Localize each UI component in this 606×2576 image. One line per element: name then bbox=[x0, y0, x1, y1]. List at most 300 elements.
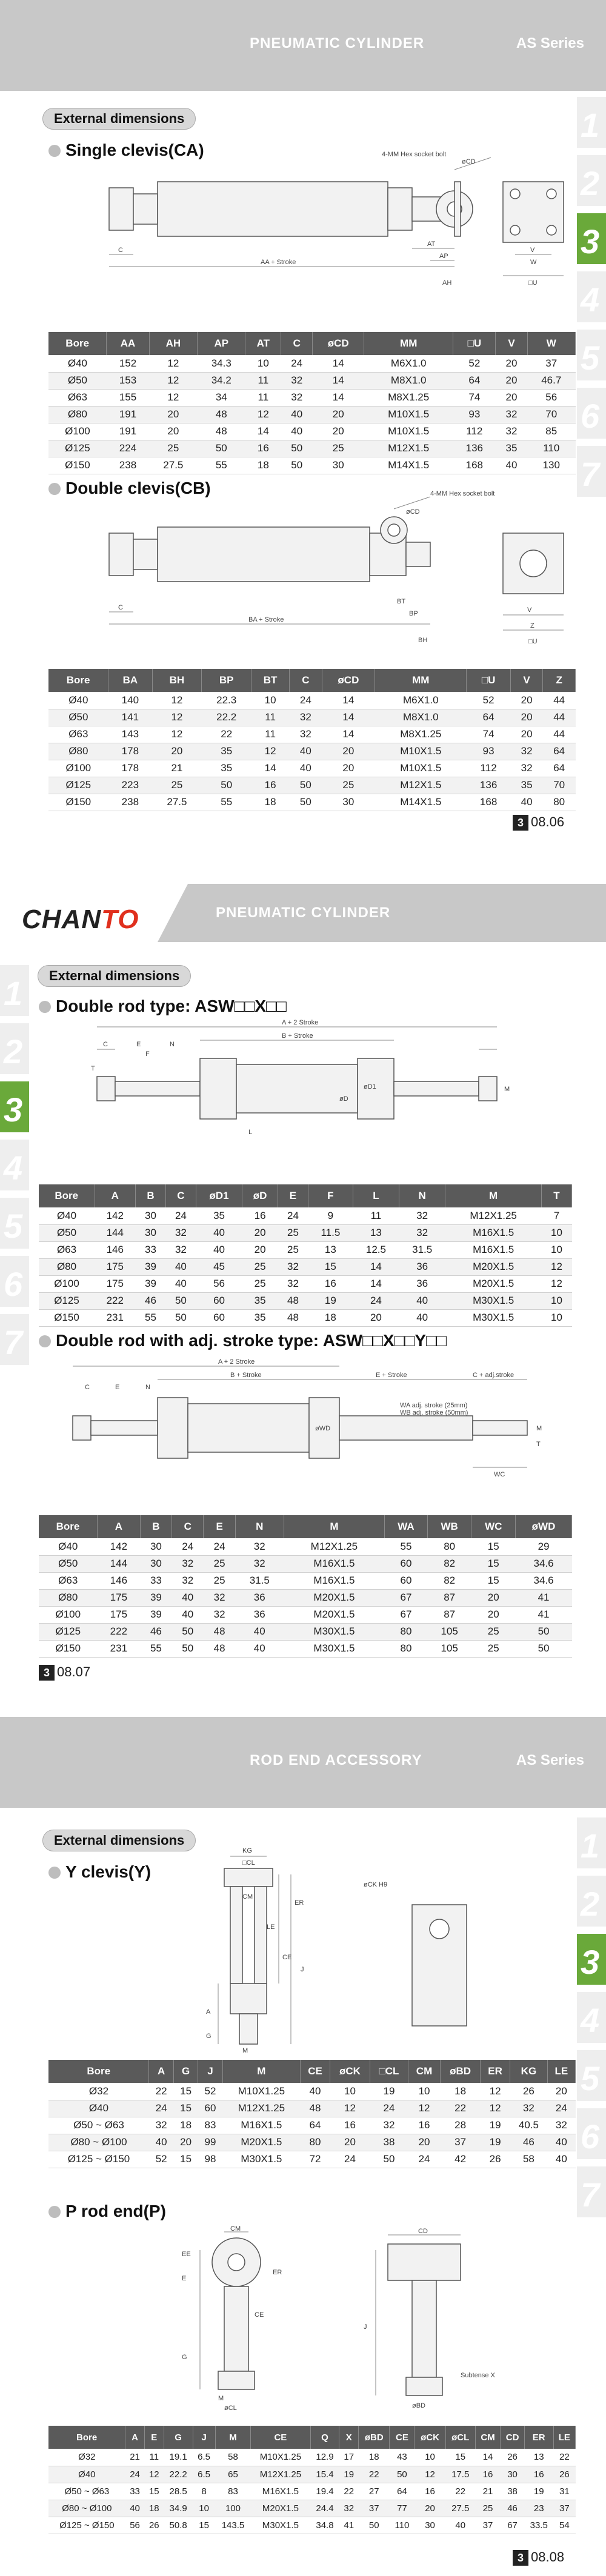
chapter-tab-number: 7 bbox=[4, 1323, 23, 1361]
chapter-tab-number: 2 bbox=[4, 1032, 23, 1071]
callout: □CL bbox=[242, 1859, 255, 1867]
single-clevis-table bbox=[48, 332, 576, 474]
value-cell: 153 bbox=[107, 372, 149, 389]
value-cell: 55 bbox=[385, 1538, 428, 1555]
callout: CE bbox=[282, 1954, 292, 1961]
value-cell: 143.5 bbox=[215, 2517, 251, 2534]
value-cell: 36 bbox=[235, 1589, 284, 1606]
value-cell: 25 bbox=[313, 440, 364, 457]
callout: C bbox=[118, 604, 123, 611]
bore-cell: Ø80 ~ Ø100 bbox=[48, 2500, 125, 2517]
value-cell: 11 bbox=[144, 2449, 164, 2466]
column-header: WC bbox=[471, 1515, 516, 1538]
callout: CM bbox=[242, 1893, 253, 1900]
value-cell: 18 bbox=[441, 2083, 481, 2100]
value-cell: 20 bbox=[408, 2134, 440, 2151]
value-cell: 40 bbox=[172, 1606, 204, 1623]
column-header: C bbox=[165, 1184, 196, 1207]
value-cell: 26 bbox=[553, 2466, 575, 2483]
table-row bbox=[48, 2517, 576, 2534]
value-cell: 40 bbox=[510, 794, 543, 811]
value-cell: 50 bbox=[165, 1309, 196, 1326]
value-cell: 64 bbox=[543, 760, 576, 777]
value-cell: 23 bbox=[524, 2500, 553, 2517]
value-cell: 20 bbox=[353, 1309, 399, 1326]
value-cell: 238 bbox=[108, 794, 152, 811]
chapter-tab-3[interactable] bbox=[577, 1934, 606, 1985]
value-cell: 65 bbox=[215, 2466, 251, 2483]
value-cell: 22 bbox=[149, 2083, 173, 2100]
value-cell: 112 bbox=[453, 423, 496, 440]
value-cell: 12 bbox=[149, 389, 197, 406]
column-header: BH bbox=[152, 669, 202, 692]
column-header: CD bbox=[501, 2426, 524, 2449]
callout: øCD bbox=[406, 508, 420, 516]
chapter-tab-6[interactable] bbox=[0, 1256, 29, 1307]
value-cell: 14 bbox=[251, 760, 290, 777]
value-cell: M20X1.5 bbox=[222, 2134, 300, 2151]
value-cell: 39 bbox=[140, 1606, 171, 1623]
value-cell: M20X1.5 bbox=[284, 1589, 384, 1606]
value-cell: 238 bbox=[107, 457, 149, 474]
page-08-06 bbox=[0, 0, 606, 858]
value-cell: 44 bbox=[543, 726, 576, 743]
chapter-tab-2[interactable] bbox=[577, 155, 606, 206]
value-cell: 50 bbox=[281, 457, 313, 474]
column-header: BP bbox=[202, 669, 251, 692]
column-header: CM bbox=[408, 2060, 440, 2083]
table-header-row bbox=[48, 2426, 576, 2449]
value-cell: M8X1.0 bbox=[364, 372, 453, 389]
callout: M bbox=[504, 1086, 510, 1093]
value-cell: 48 bbox=[198, 423, 245, 440]
value-cell: 11 bbox=[353, 1207, 399, 1224]
value-cell: 11 bbox=[251, 709, 290, 726]
page-banner bbox=[0, 1717, 606, 1808]
value-cell: 24 bbox=[125, 2466, 145, 2483]
callout: E bbox=[136, 1041, 141, 1048]
chapter-tab-number: 6 bbox=[4, 1265, 23, 1303]
value-cell: 22.3 bbox=[202, 692, 251, 709]
value-cell: M12X1.25 bbox=[284, 1538, 384, 1555]
value-cell: 12 bbox=[541, 1258, 571, 1275]
value-cell: 18 bbox=[173, 2117, 198, 2134]
value-cell: 34.8 bbox=[310, 2517, 339, 2534]
column-header: M bbox=[222, 2060, 300, 2083]
value-cell: 100 bbox=[215, 2500, 251, 2517]
chapter-tab-6[interactable] bbox=[577, 388, 606, 439]
value-cell: 72 bbox=[301, 2151, 330, 2168]
value-cell: 178 bbox=[108, 743, 152, 760]
value-cell: 36 bbox=[399, 1275, 445, 1292]
value-cell: M12X1.5 bbox=[364, 440, 453, 457]
value-cell: 20 bbox=[471, 1606, 516, 1623]
column-header: A bbox=[97, 1515, 140, 1538]
value-cell: 67 bbox=[385, 1606, 428, 1623]
banner-title: PNEUMATIC CYLINDER bbox=[250, 35, 425, 51]
value-cell: 12.5 bbox=[353, 1241, 399, 1258]
value-cell: 32 bbox=[235, 1538, 284, 1555]
value-cell: 46 bbox=[501, 2500, 524, 2517]
value-cell: M30X1.5 bbox=[284, 1623, 384, 1640]
value-cell: 40 bbox=[149, 2134, 173, 2151]
value-cell: 40 bbox=[235, 1640, 284, 1657]
page-08-07 bbox=[0, 858, 606, 1717]
callout: F bbox=[145, 1051, 150, 1058]
value-cell: 20 bbox=[242, 1224, 278, 1241]
bore-cell: Ø80 bbox=[39, 1258, 95, 1275]
value-cell: 14 bbox=[475, 2449, 501, 2466]
callout: AP bbox=[439, 253, 448, 260]
value-cell: 12 bbox=[149, 355, 197, 372]
column-header: X bbox=[339, 2426, 359, 2449]
value-cell: 37 bbox=[553, 2500, 575, 2517]
column-header: BA bbox=[108, 669, 152, 692]
chapter-tab-2[interactable] bbox=[577, 1876, 606, 1927]
page-number: 3 08.06 bbox=[513, 814, 564, 831]
column-header: LE bbox=[553, 2426, 575, 2449]
value-cell: 25 bbox=[322, 777, 375, 794]
value-cell: 231 bbox=[95, 1309, 135, 1326]
callout: BH bbox=[418, 637, 428, 644]
value-cell: 34.6 bbox=[516, 1572, 572, 1589]
value-cell: 55 bbox=[140, 1640, 171, 1657]
value-cell: 24 bbox=[353, 1292, 399, 1309]
value-cell: 82 bbox=[427, 1555, 471, 1572]
table-row bbox=[48, 777, 576, 794]
chapter-tab-3[interactable] bbox=[0, 1081, 29, 1132]
chapter-tab-6[interactable] bbox=[577, 2108, 606, 2159]
chapter-tab-5[interactable] bbox=[0, 1198, 29, 1249]
value-cell: 10 bbox=[541, 1241, 571, 1258]
value-cell: 40 bbox=[125, 2500, 145, 2517]
chapter-tab-3[interactable] bbox=[577, 213, 606, 264]
value-cell: 24 bbox=[281, 355, 313, 372]
value-cell: 168 bbox=[453, 457, 496, 474]
value-cell: 41 bbox=[516, 1589, 572, 1606]
table-row bbox=[39, 1224, 572, 1241]
bore-cell: Ø80 bbox=[48, 743, 108, 760]
value-cell: M16X1.5 bbox=[445, 1241, 542, 1258]
value-cell: 16 bbox=[245, 440, 281, 457]
value-cell: 32 bbox=[510, 2100, 548, 2117]
page-banner bbox=[0, 0, 606, 91]
callout: L bbox=[248, 1129, 253, 1136]
value-cell: 20 bbox=[496, 372, 527, 389]
value-cell: 20 bbox=[415, 2500, 445, 2517]
value-cell: 74 bbox=[467, 726, 510, 743]
value-cell: 16 bbox=[330, 2117, 370, 2134]
value-cell: M12X1.25 bbox=[222, 2100, 300, 2117]
value-cell: 130 bbox=[527, 457, 575, 474]
callout: øD bbox=[339, 1095, 348, 1103]
value-cell: 55 bbox=[198, 457, 245, 474]
chapter-tab-1[interactable] bbox=[577, 1817, 606, 1868]
value-cell: 80 bbox=[301, 2134, 330, 2151]
value-cell: 64 bbox=[390, 2483, 415, 2500]
chapter-tab-7[interactable] bbox=[577, 446, 606, 497]
value-cell: 27.5 bbox=[445, 2500, 475, 2517]
value-cell: 40 bbox=[196, 1241, 242, 1258]
value-cell: 34.6 bbox=[516, 1555, 572, 1572]
page-number: 3 08.07 bbox=[39, 1664, 90, 1681]
value-cell: 58 bbox=[510, 2151, 548, 2168]
callout: J bbox=[301, 1966, 304, 1973]
value-cell: 12 bbox=[481, 2100, 510, 2117]
value-cell: 50 bbox=[516, 1623, 572, 1640]
value-cell: 11 bbox=[251, 726, 290, 743]
value-cell: 40 bbox=[172, 1589, 204, 1606]
value-cell: 11 bbox=[245, 389, 281, 406]
table-row bbox=[48, 457, 576, 474]
value-cell: 20 bbox=[547, 2083, 575, 2100]
value-cell: 17 bbox=[339, 2449, 359, 2466]
value-cell: 21 bbox=[152, 760, 202, 777]
column-header: AT bbox=[245, 332, 281, 355]
value-cell: 15 bbox=[173, 2083, 198, 2100]
bore-cell: Ø50 ~ Ø63 bbox=[48, 2117, 149, 2134]
value-cell: 44 bbox=[543, 692, 576, 709]
value-cell: 20 bbox=[322, 760, 375, 777]
value-cell: 19.4 bbox=[310, 2483, 339, 2500]
value-cell: 46 bbox=[136, 1292, 166, 1309]
value-cell: 32 bbox=[496, 406, 527, 423]
value-cell: 22 bbox=[339, 2483, 359, 2500]
column-header: Bore bbox=[39, 1184, 95, 1207]
callout: A + 2 Stroke bbox=[218, 1358, 255, 1366]
value-cell: 36 bbox=[399, 1258, 445, 1275]
bore-cell: Ø50 bbox=[39, 1224, 95, 1241]
value-cell: 191 bbox=[107, 423, 149, 440]
value-cell: 12 bbox=[481, 2083, 510, 2100]
value-cell: 40 bbox=[235, 1623, 284, 1640]
callout: BA + Stroke bbox=[248, 616, 284, 623]
value-cell: 9 bbox=[308, 1207, 353, 1224]
value-cell: 32 bbox=[278, 1275, 308, 1292]
chapter-tab-7[interactable] bbox=[0, 1314, 29, 1365]
callout: øBD bbox=[412, 2402, 425, 2409]
table-row bbox=[48, 2483, 576, 2500]
value-cell: 18 bbox=[245, 457, 281, 474]
value-cell: 32 bbox=[547, 2117, 575, 2134]
value-cell: 20 bbox=[152, 743, 202, 760]
value-cell: 15 bbox=[173, 2100, 198, 2117]
value-cell: 20 bbox=[313, 423, 364, 440]
value-cell: M6X1.0 bbox=[375, 692, 467, 709]
value-cell: 25 bbox=[204, 1555, 235, 1572]
value-cell: 98 bbox=[198, 2151, 222, 2168]
value-cell: 87 bbox=[427, 1606, 471, 1623]
callout: M bbox=[242, 2047, 248, 2054]
chanto-logo: CHANTO bbox=[22, 905, 139, 934]
chapter-tab-number: 2 bbox=[581, 1885, 600, 1923]
chapter-tab-1[interactable] bbox=[577, 97, 606, 148]
column-header: AA bbox=[107, 332, 149, 355]
value-cell: 50 bbox=[202, 777, 251, 794]
value-cell: 40 bbox=[399, 1292, 445, 1309]
value-cell: 16 bbox=[242, 1207, 278, 1224]
callout: ER bbox=[273, 2269, 282, 2276]
value-cell: 56 bbox=[527, 389, 575, 406]
value-cell: 35 bbox=[496, 440, 527, 457]
value-cell: 21 bbox=[475, 2483, 501, 2500]
callout: BP bbox=[409, 610, 418, 617]
value-cell: 40 bbox=[281, 406, 313, 423]
column-header: A bbox=[149, 2060, 173, 2083]
column-header: MM bbox=[375, 669, 467, 692]
value-cell: 32 bbox=[496, 423, 527, 440]
value-cell: 80 bbox=[385, 1623, 428, 1640]
value-cell: 15 bbox=[471, 1555, 516, 1572]
value-cell: 18 bbox=[308, 1309, 353, 1326]
callout: WB adj. stroke (50mm) bbox=[400, 1409, 468, 1416]
value-cell: M20X1.5 bbox=[251, 2500, 310, 2517]
value-cell: 32 bbox=[290, 726, 322, 743]
value-cell: 80 bbox=[543, 794, 576, 811]
callout: C bbox=[85, 1384, 90, 1391]
value-cell: 48 bbox=[278, 1309, 308, 1326]
column-header: CE bbox=[301, 2060, 330, 2083]
table-row bbox=[39, 1623, 572, 1640]
value-cell: 32 bbox=[510, 743, 543, 760]
value-cell: 26 bbox=[481, 2151, 510, 2168]
column-header: AH bbox=[149, 332, 197, 355]
value-cell: 10 bbox=[245, 355, 281, 372]
chapter-tab-2[interactable] bbox=[0, 1023, 29, 1074]
value-cell: 18 bbox=[359, 2449, 390, 2466]
value-cell: 43 bbox=[390, 2449, 415, 2466]
column-header: Bore bbox=[48, 332, 107, 355]
value-cell: 24 bbox=[330, 2151, 370, 2168]
value-cell: M10X1.25 bbox=[251, 2449, 310, 2466]
chapter-tab-4[interactable] bbox=[0, 1140, 29, 1190]
value-cell: 93 bbox=[467, 743, 510, 760]
value-cell: 33 bbox=[136, 1241, 166, 1258]
value-cell: 7 bbox=[541, 1207, 571, 1224]
table-row bbox=[39, 1572, 572, 1589]
chapter-tab-5[interactable] bbox=[577, 2050, 606, 2101]
table-row bbox=[48, 2100, 576, 2117]
column-header: C bbox=[281, 332, 313, 355]
value-cell: 26 bbox=[501, 2449, 524, 2466]
value-cell: 50 bbox=[290, 777, 322, 794]
section-label: External dimensions bbox=[42, 108, 196, 130]
value-cell: 16 bbox=[408, 2117, 440, 2134]
callout: C bbox=[118, 247, 123, 254]
value-cell: 175 bbox=[95, 1275, 135, 1292]
value-cell: 60 bbox=[196, 1309, 242, 1326]
value-cell: 18 bbox=[251, 794, 290, 811]
table-row bbox=[48, 406, 576, 423]
value-cell: 20 bbox=[510, 692, 543, 709]
value-cell: 82 bbox=[427, 1572, 471, 1589]
chapter-tab-4[interactable] bbox=[577, 271, 606, 322]
table-row bbox=[39, 1555, 572, 1572]
chapter-tab-number: 5 bbox=[581, 2059, 600, 2097]
column-header: N bbox=[235, 1515, 284, 1538]
value-cell: 110 bbox=[527, 440, 575, 457]
column-header: M bbox=[215, 2426, 251, 2449]
column-header: E bbox=[144, 2426, 164, 2449]
column-header: Z bbox=[543, 669, 576, 692]
bore-cell: Ø100 bbox=[48, 760, 108, 777]
value-cell: 50 bbox=[370, 2151, 408, 2168]
value-cell: 33 bbox=[125, 2483, 145, 2500]
table-row bbox=[39, 1309, 572, 1326]
chapter-tab-5[interactable] bbox=[577, 330, 606, 380]
callout: A bbox=[206, 2008, 211, 2016]
value-cell: 77 bbox=[390, 2500, 415, 2517]
value-cell: 30 bbox=[322, 794, 375, 811]
value-cell: 55 bbox=[202, 794, 251, 811]
column-header: ER bbox=[481, 2060, 510, 2083]
value-cell: 144 bbox=[95, 1224, 135, 1241]
value-cell: 13 bbox=[308, 1241, 353, 1258]
table-row bbox=[48, 2151, 576, 2168]
value-cell: 50 bbox=[290, 794, 322, 811]
value-cell: 32 bbox=[165, 1241, 196, 1258]
value-cell: 12 bbox=[330, 2100, 370, 2117]
value-cell: M10X1.25 bbox=[222, 2083, 300, 2100]
column-header: G bbox=[164, 2426, 193, 2449]
value-cell: 27.5 bbox=[152, 794, 202, 811]
section-heading-single-clevis: Single clevis(CA) bbox=[48, 141, 204, 160]
value-cell: 20 bbox=[149, 406, 197, 423]
callout: CD bbox=[418, 2228, 428, 2235]
value-cell: 12 bbox=[149, 372, 197, 389]
value-cell: 46 bbox=[510, 2134, 548, 2151]
page-08-08 bbox=[0, 1717, 606, 2576]
value-cell: 12 bbox=[152, 709, 202, 726]
value-cell: 33 bbox=[140, 1572, 171, 1589]
value-cell: 35 bbox=[196, 1207, 242, 1224]
banner-title: ROD END ACCESSORY bbox=[250, 1752, 422, 1768]
column-header: øWD bbox=[516, 1515, 572, 1538]
value-cell: 25 bbox=[278, 1241, 308, 1258]
value-cell: 14 bbox=[353, 1258, 399, 1275]
callout: 4-MM Hex socket bolt bbox=[430, 490, 495, 497]
table-row bbox=[48, 440, 576, 457]
value-cell: 35 bbox=[510, 777, 543, 794]
chapter-tab-1[interactable] bbox=[0, 965, 29, 1016]
column-header: WB bbox=[427, 1515, 471, 1538]
callout: □U bbox=[528, 638, 538, 645]
bore-cell: Ø32 bbox=[48, 2083, 149, 2100]
value-cell: 52 bbox=[453, 355, 496, 372]
value-cell: 60 bbox=[196, 1292, 242, 1309]
value-cell: 93 bbox=[453, 406, 496, 423]
table-row bbox=[48, 743, 576, 760]
chapter-tab-7[interactable] bbox=[577, 2166, 606, 2217]
value-cell: 37 bbox=[475, 2517, 501, 2534]
p-rod-end-drawing bbox=[158, 2226, 521, 2414]
table-row bbox=[39, 1258, 572, 1275]
value-cell: 56 bbox=[125, 2517, 145, 2534]
value-cell: 29 bbox=[516, 1538, 572, 1555]
value-cell: 32 bbox=[172, 1572, 204, 1589]
value-cell: 41 bbox=[516, 1606, 572, 1623]
column-header: øD bbox=[242, 1184, 278, 1207]
value-cell: 26 bbox=[510, 2083, 548, 2100]
value-cell: 25 bbox=[475, 2500, 501, 2517]
value-cell: 64 bbox=[301, 2117, 330, 2134]
bore-cell: Ø63 bbox=[48, 389, 107, 406]
callout: øD1 bbox=[364, 1083, 376, 1090]
value-cell: 46.7 bbox=[527, 372, 575, 389]
column-header: C bbox=[172, 1515, 204, 1538]
value-cell: 16 bbox=[524, 2466, 553, 2483]
chapter-tab-4[interactable] bbox=[577, 1992, 606, 2043]
